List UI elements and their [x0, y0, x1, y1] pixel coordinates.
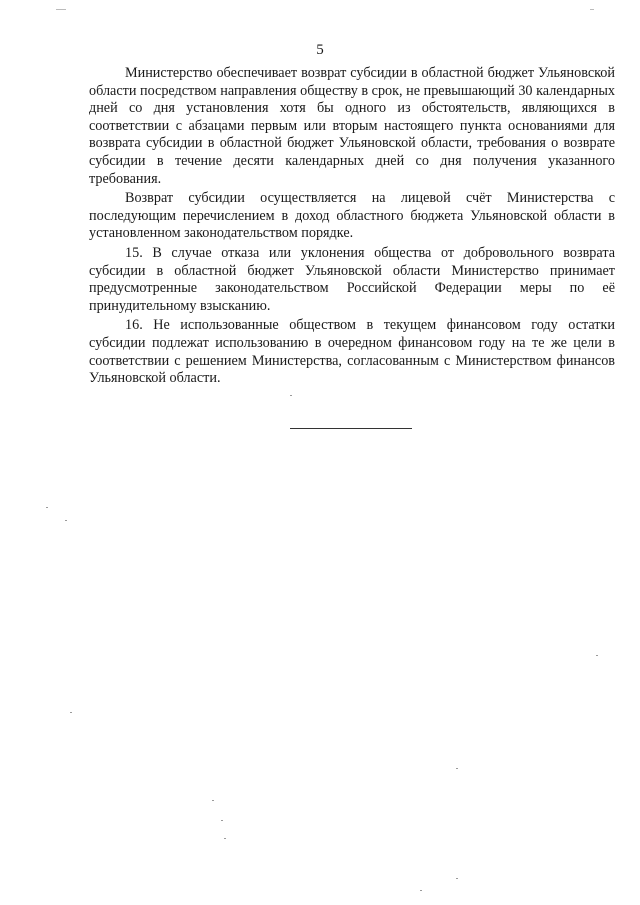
scan-artifact: [596, 655, 598, 656]
scan-artifact: [65, 520, 67, 521]
scan-artifact: [456, 878, 458, 879]
scan-artifact: [290, 395, 292, 396]
scan-artifact: [70, 712, 72, 713]
end-of-text-separator: [290, 428, 412, 429]
scan-artifact: [224, 838, 226, 839]
paragraph-return-account: Возврат субсидии осуществляется на лицевой счёт Министерства с последующим перечислением в доход областного бюджета Ульяновской области в установленном законодательством порядке.: [89, 190, 615, 242]
paragraph-subsidy-return-procedure: Министерство обеспечивает возврат субсидии в областной бюджет Ульяновской области посредством направления обществу в срок, не превышающий 30 календарных дней со дня установления хотя бы одного из обстоятельств, являющихся в соответствии с абзацами первым или вторым настоящего пункта основаниями для возврата субсидии в областной бюджет Ульяновской области, требования о возврате субсидии в течение десяти календарных дней со дня получения указанного требования.: [89, 65, 615, 187]
scan-artifact: [221, 820, 223, 821]
scan-artifact: [456, 768, 458, 769]
scan-artifact: [56, 9, 66, 10]
document-body: [89, 65, 615, 388]
scan-artifact: [420, 890, 422, 891]
paragraph-15-enforced-recovery: 15. В случае отказа или уклонения общества от добровольного возврата субсидии в областной бюджет Ульяновской области Министерство принимает предусмотренные законодательством Российской Федерации меры по её принудительному взысканию.: [89, 244, 615, 314]
scan-artifact: [212, 800, 214, 801]
scan-artifact: [46, 507, 48, 508]
paragraph-16-unused-balance: 16. Не использованные обществом в текущем финансовом году остатки субсидии подлежат использованию в очередном финансовом году на те же цели в соответствии с решением Министерства, согласованным с Министерством финансов Ульяновской области.: [89, 317, 615, 387]
page-number: 5: [316, 42, 324, 58]
scan-artifact: [590, 9, 594, 10]
